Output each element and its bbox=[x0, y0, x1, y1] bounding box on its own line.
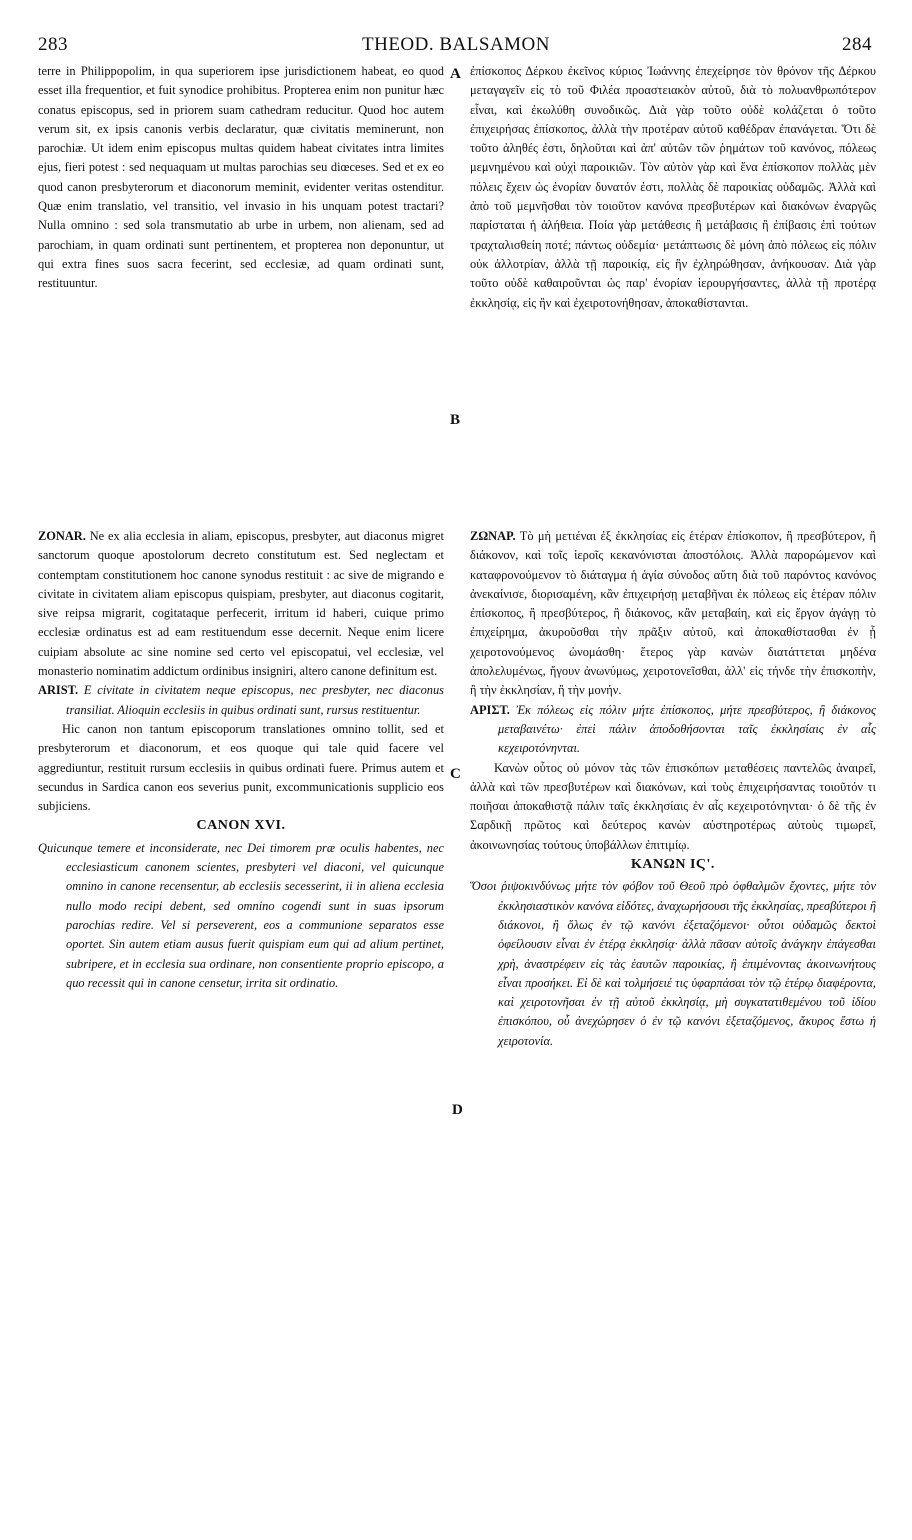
latin-commentary-paragraph: terre in Philippopolim, in qua superiorem ipse jurisdictionem habeat, eo quod esset illa frequentior, et fuit synodice prohibitus. Propterea enim non punitur hæc conatus episcopus, sed in priorem suam cathedram reducitur. Quod hoc autem verum sit, ex ipsis canonis verbis declaratur, quæ civitatis meminerunt, non parochiæ. Ut idem enim episcopus multas quidem habeat civitates intra limites ejus, fieri potest : sed nequaquam ut multas parochias seu diœceses. Sed et ex eo quod canon presbyterorum et diaconorum meminit, evidenter veritas ostenditur. Quæ enim translatio, vel transitio, vel invasio in his unquam potest tractari? Nulla omnino : sed sola transmutatio ab urbe in urbem, non alienam, sed ad parochiam, in quam ordinati sunt pertinentem, et propterea non deponuntur, ut qui extra fines suos sacra fecerint, sed ecclesiæ, ad quam ordinati sunt, restituuntur. bbox=[38, 64, 444, 291]
greek-aristenus-text: Ἐκ πόλεως εἰς πόλιν μήτε ἐπίσκοπος, μήτε πρεσβύτερος, ἢ διάκονος μεταβαινέτω· ἐπεὶ πάλιν ἀποδοθήσονται ταῖς ἐκκλησίαις ἐν αἷς κεχειροτόνηνται. bbox=[498, 702, 876, 756]
margin-letter-a: A bbox=[450, 66, 461, 82]
running-title: THEOD. BALSAMON bbox=[362, 34, 550, 55]
latin-canon-heading: CANON XVI. bbox=[196, 818, 286, 834]
latin-aristenus-text: E civitate in civitatem neque episcopus, nec presbyter, nec diaconus transiliat. Alioquin ecclesiis in quibus ordinati sunt, rursus restituentur. bbox=[66, 683, 444, 717]
page-number-right: 284 bbox=[842, 34, 872, 55]
greek-aristenus-label: ΑΡΙΣΤ. bbox=[470, 702, 510, 717]
latin-zonaras-label: ZONAR. bbox=[38, 529, 86, 543]
page-number-left: 283 bbox=[38, 34, 68, 55]
latin-aristenus-label: ARIST. bbox=[38, 683, 79, 698]
greek-canon-heading: ΚΑΝΩΝ ΙϚ'. bbox=[631, 857, 715, 873]
latin-zonaras-text: Ne ex alia ecclesia in aliam, episcopus, presbyter, aut diaconus migret sanctorum quoque apostolorum decreto constitutum est. Sed neglectam et contemptam constitutionem hoc canone synodus restituit : ac sive de migrando e civitate in civitatem aliam episcopus quispiam, presbyter, aut diaconus cogitarit, sive reipsa migrarit, cogitataque perfecerit, irritum id haberi, cuique primo ecclesiæ ordinatus est ad eam restituendum esse decernit. Neque enim licere cuipiam absolute ac sine nomine sed certo vel episcopatui, vel ecclesiæ, vel monasterio nominatim addictum ordinibus insigniri, altero canone definitum est. bbox=[38, 529, 444, 679]
latin-canon-text: Quicunque temere et inconsiderate, nec Dei timorem præ oculis habentes, nec ecclesiasticum canonem scientes, presbyteri vel diaconi, vel quicunque omnino in canone recensentur, ab ecclesiis secesserint, ii in aliena ecclesia nullo modo recipi debent, sed omnino cogendi sunt in suas ipsorum parochias redire. Vel si perseverent, eos a communione separatos esse oportet. Sin autem etiam ausus fuerit quispiam eum qui ad alium pertinet, subripere, et in ecclesia sua ordinare, non consentiente proprio episcopo, a quo recessit qui in canone censetur, irrita sit ordinatio. bbox=[38, 840, 444, 990]
latin-zonaras-paragraph bbox=[38, 527, 444, 681]
greek-canon-text: Ὅσοι ῥιψοκινδύνως μήτε τὸν φόβον τοῦ Θεοῦ πρὸ ὀφθαλμῶν ἔχοντες, μήτε τὸν ἐκκλησιαστικὸν κανόνα εἰδότες, ἀναχωρήσουσι τῆς ἐκκλησίας, πρεσβύτεροι ἢ διάκονοι, ἢ ὅλως ἐν τῷ κανόνι ἐξεταζόμενοι· οὗτοι οὐδαμῶς δεκτοὶ ὀφείλουσιν εἶναι ἐν ἑτέρᾳ ἐκκλησίᾳ· ἀλλὰ πᾶσαν αὐτοῖς ἀνάγκην ἐπάγεσθαι χρὴ, ἀναστρέφειν εἰς τὰς ἑαυτῶν παροικίας, ἢ ἐπιμένοντας ἀκοινωνήτους εἶναι προσήκει. Εἰ δὲ καὶ τολμήσειέ τις ὑφαρπάσαι τὸν τῷ ἑτέρῳ διαφέροντα, καὶ χειροτονῆσαι ἐν τῇ αὐτοῦ ἐκκλησίᾳ, μὴ συγκατατιθεμένου τοῦ ἰδίου ἐπισκόπου, οὗ ἀνεχώρησεν ὁ ἐν τῷ κανόνι ἐξεταζόμενος, ἄκυρος ἔστω ἡ χειροτονία. bbox=[470, 879, 876, 1048]
margin-letter-b: B bbox=[450, 412, 461, 428]
latin-column-bottom bbox=[38, 527, 444, 993]
greek-aristenus-comment: Κανὼν οὗτος οὐ μόνον τὰς τῶν ἐπισκόπων μεταθέσεις παντελῶς ἀναιρεῖ, ἀλλὰ καὶ τῶν πρεσβυτέρων καὶ διακόνων, καὶ τοὺς ἐπιχειρήσαντας τοιοῦτόν τι ποιῆσαι ἀποκαθιστᾷ πάλιν ταῖς ἐκκλησίαις ἐν αἷς κεχειροτόνηνται· ὁ δὲ τῆς ἐν Σαρδικῇ πρῶτος καὶ δεύτερος κανὼν αὐστηροτέρως αὐτοὺς τιμωρεῖ, ἀκοινωνησίας τούτους ὑποβάλλων ἐπιτιμίῳ. bbox=[470, 760, 876, 852]
greek-zonaras-label: ΖΩΝΑΡ. bbox=[470, 529, 516, 543]
margin-letter-d: D bbox=[452, 1102, 463, 1118]
latin-aristenus-paragraph bbox=[38, 681, 444, 720]
latin-aristenus-comment: Hic canon non tantum episcoporum translationes omnino tollit, sed et presbyterorum et diaconorum, et eos quoque qui tale quid facere vel aggrediuntur, restituit rursum ecclesiis in quibus ordinati fuere. Primus autem et secundus in Sardica canon eos severius punit, excommunicationis supplicio eos subjiciens. bbox=[38, 721, 444, 814]
greek-column-top bbox=[470, 62, 876, 313]
greek-zonaras-text: Τὸ μὴ μετιέναι ἐξ ἐκκλησίας εἰς ἑτέραν ἐπίσκοπον, ἢ πρεσβύτερον, ἢ διάκονον, καὶ τοῖς ἱεροῖς κεκανόνισται ἀποστόλοις. Ἀλλὰ παρορώμενον καὶ καταφρονούμενον τὸ διάταγμα ἡ ἁγία σύνοδος αὕτη διὰ τοῦ παρόντος κανόνος ἀνεκαίνισε, διορισαμένη, κἂν ἐπιχειρήσῃ μεταβῆναι ἐκ πόλεως εἰς ἑτέραν πόλιν ἐπίσκοπος, ἢ πρεσβύτερος, ἢ διάκονος, κἂν μεταβαίη, καὶ εἰς ἔργον ἀγάγῃ τὸ ἐπιχείρημα, ἀκυροῦσθαι τὴν πρᾶξιν αὐτοῦ, καὶ ἀποκαθίστασθαι ἐν ᾗ χειροτονούμενος ὠνομάσθη· ἕτερος γὰρ κανὼν διατάττεται μηδένα ἀπολελυμένως, ἤγουν ἀνωνύμως, χειροτονεῖσθαι, ἀλλ' εἰς τήνδε τὴν ἐπισκοπὴν, ἢ τὴν ἐκκλησίαν, ἢ τὴν μονήν. bbox=[470, 529, 876, 698]
greek-zonaras-paragraph bbox=[470, 527, 876, 701]
greek-column-bottom bbox=[470, 527, 876, 1051]
greek-commentary-paragraph: ἐπίσκοπος Δέρκου ἐκεῖνος κύριος Ἰωάννης ἐπεχείρησε τὸν θρόνον τῆς Δέρκου μεταγαγεῖν εἰς τὸ τοῦ Φιλέα προαστειακὸν αὐτοῦ, διὰ τὸ πολυανθρωπότερον εἶναι, καὶ ἐκωλύθη συνοδικῶς. Διὰ γὰρ τοῦτο οὐδὲ κολάζεται ὁ τοῦτο ἐπιχειρήσας ἐπίσκοπος, ἀλλὰ τὴν προτέραν αὐτοῦ καθέδραν ἐπανάγεται. Ὅτι δὲ τοῦτο ἀληθές ἐστι, δηλοῦται καὶ ἀπ' αὐτῶν τῶν ῥημάτων τοῦ κανόνος, πόλεως μεμνημένου καὶ οὐχὶ παροικιῶν. Τὸν αὐτὸν γὰρ καὶ ἕνα ἐπίσκοπον πολλὰς μὲν πόλεις ἔχειν ὡς ἐνορίαν δυνατόν ἐστι, πολλὰς δὲ παροικίας οὐδαμῶς. Ἀλλὰ καὶ ἀπὸ τοῦ μεμνῆσθαι τὸν τοιοῦτον κανόνα πρεσβυτέρων καὶ διακόνων ἐναργῶς παρίσταται ἡ ἀλήθεια. Ποία γὰρ μετάθεσις ἢ μετάβασις ἢ ἐπίβασις ἐπὶ τούτων τραχταλισθείη ποτέ; πάντως οὐδεμία· μετάπτωσις δὲ μόνη ἀπὸ πόλεως εἰς πόλιν οὐκ ἀλλοτρίαν, ἀλλὰ τῇ παροικίᾳ, εἰς ἣν ἐχληρώθησαν, ἀνήκουσαν. Διὰ γὰρ τοῦτο οὐδὲ καθαιροῦνται ὡς παρ' ἐνορίαν ἱερουργήσαντες, ἀλλὰ τῇ προτέρᾳ ἐκκλησίᾳ, εἰς ἣν καὶ ἐχειροτονήθησαν, ἀποκαθίστανται. bbox=[470, 64, 876, 310]
latin-column-top bbox=[38, 62, 444, 294]
margin-letter-c: C bbox=[450, 766, 461, 782]
greek-aristenus-paragraph bbox=[470, 701, 876, 759]
